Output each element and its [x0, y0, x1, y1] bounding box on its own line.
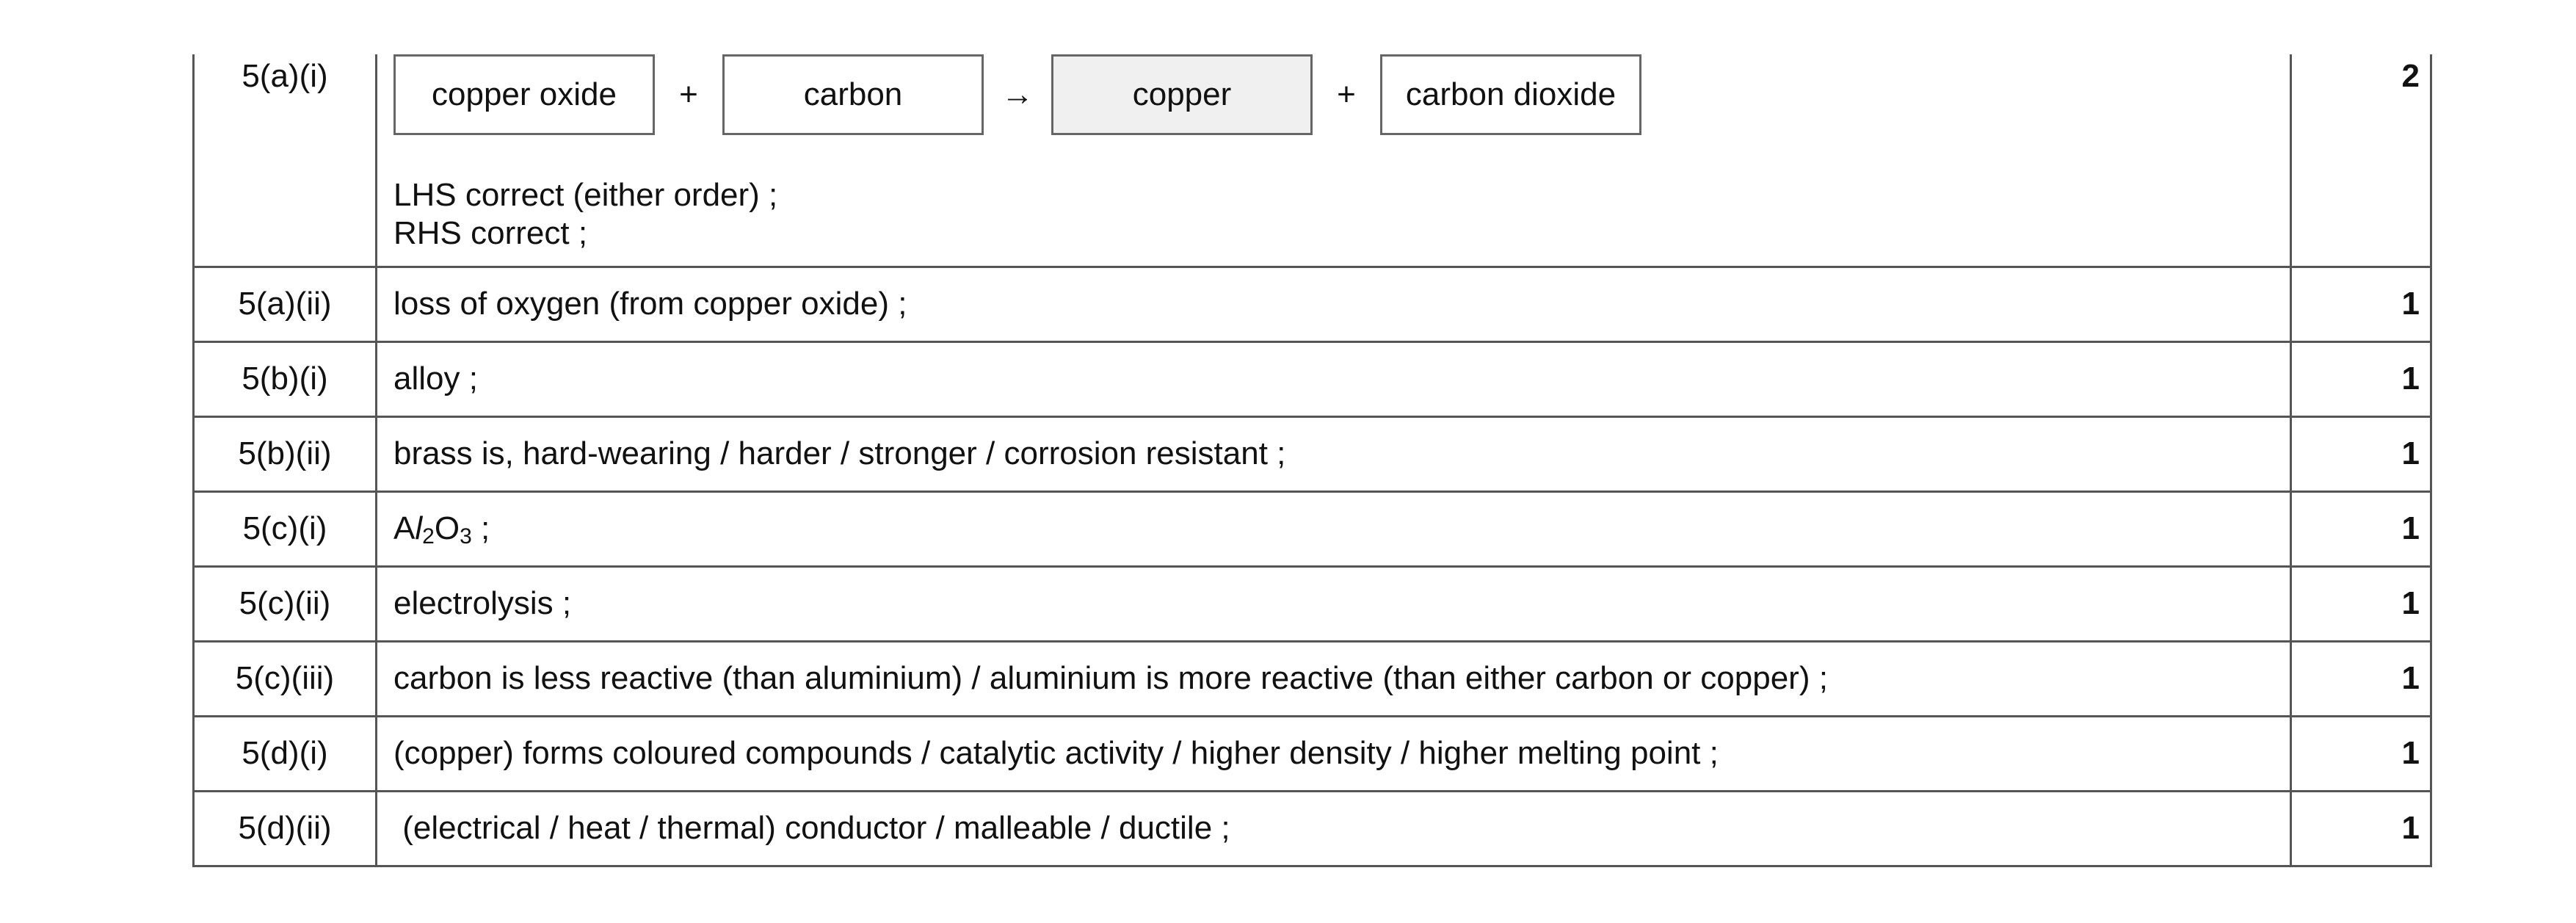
- marks-value: 1: [2291, 641, 2431, 716]
- question-number: 5(b)(i): [194, 341, 377, 416]
- formula-symbol: O: [434, 510, 460, 547]
- marks-value: 1: [2291, 566, 2431, 641]
- answer-text: brass is, hard-wearing / harder / stronger / corrosion resistant ;: [377, 416, 2291, 491]
- word-equation: [393, 54, 2290, 135]
- question-number: 5(c)(ii): [194, 566, 377, 641]
- question-number: 5(c)(i): [194, 491, 377, 566]
- plus-sign: +: [679, 76, 698, 113]
- table-row: [194, 716, 2431, 791]
- mark-scheme-table: [192, 54, 2432, 867]
- formula-subscript: 3: [460, 524, 472, 549]
- answer-text: carbon is less reactive (than aluminium) / aluminium is more reactive (than either carbon or copper) ;: [377, 641, 2291, 716]
- answer-text: (electrical / heat / thermal) conductor / malleable / ductile ;: [377, 791, 2291, 866]
- formula-symbol: A: [393, 510, 416, 547]
- marking-note: LHS correct (either order) ;: [393, 177, 778, 213]
- marking-note: RHS correct ;: [393, 215, 588, 251]
- marks-value: 1: [2291, 267, 2431, 341]
- table-row: [194, 341, 2431, 416]
- answer-text: electrolysis ;: [377, 566, 2291, 641]
- marks-value: 1: [2291, 491, 2431, 566]
- plus-sign: +: [1337, 76, 1356, 113]
- marks-value: 2: [2291, 54, 2431, 267]
- chemical-formula: [393, 510, 490, 549]
- answer-text: (copper) forms coloured compounds / catalytic activity / higher density / higher melting point ;: [377, 716, 2291, 791]
- question-number: 5(d)(ii): [194, 791, 377, 866]
- question-number: 5(c)(iii): [194, 641, 377, 716]
- reactant-box-carbon: carbon: [722, 54, 984, 135]
- answer-formula: [377, 491, 2291, 566]
- table-row: [194, 416, 2431, 491]
- marks-value: 1: [2291, 716, 2431, 791]
- formula-terminator: ;: [471, 510, 490, 547]
- table-row: [194, 566, 2431, 641]
- table-row: [194, 791, 2431, 866]
- table-row: [194, 54, 2431, 267]
- table-row: [194, 267, 2431, 341]
- answer-text: alloy ;: [377, 341, 2291, 416]
- table-row: [194, 491, 2431, 566]
- question-number: 5(b)(ii): [194, 416, 377, 491]
- marking-notes: [393, 176, 2290, 253]
- marks-value: 1: [2291, 416, 2431, 491]
- reactant-box-copper-oxide: copper oxide: [393, 54, 655, 135]
- answer-text: loss of oxygen (from copper oxide) ;: [377, 267, 2291, 341]
- reaction-arrow: →: [1001, 76, 1034, 113]
- product-box-carbon-dioxide: carbon dioxide: [1380, 54, 1641, 135]
- table-row: [194, 641, 2431, 716]
- product-box-copper: copper: [1051, 54, 1313, 135]
- marks-value: 1: [2291, 341, 2431, 416]
- marks-value: 1: [2291, 791, 2431, 866]
- question-number: 5(d)(i): [194, 716, 377, 791]
- formula-symbol: l: [415, 510, 423, 547]
- question-number: 5(a)(ii): [194, 267, 377, 341]
- question-number: 5(a)(i): [194, 54, 377, 267]
- answer-cell: [377, 54, 2291, 267]
- formula-subscript: 2: [422, 524, 435, 549]
